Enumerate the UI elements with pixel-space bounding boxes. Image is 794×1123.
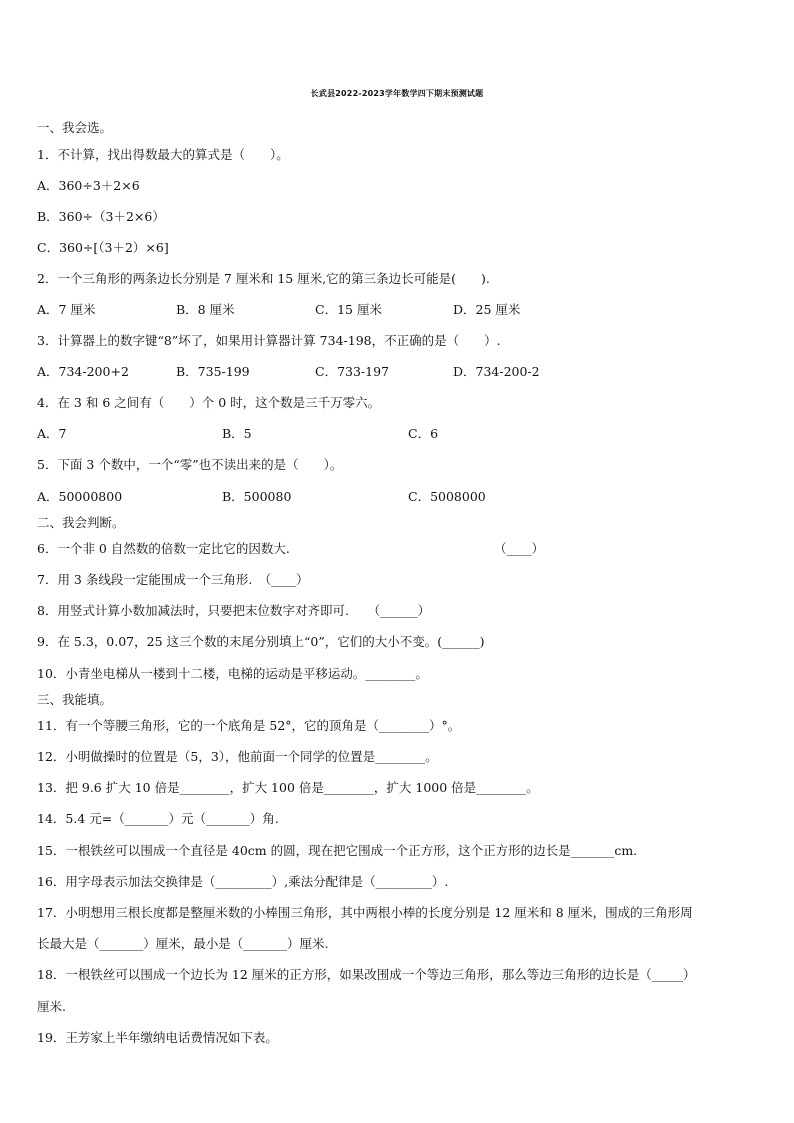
question-12: 12．小明做操时的位置是（5，3），他前面一个同学的位置是________。 — [37, 749, 438, 764]
section-heading-fill: 三、我能填。 — [37, 692, 113, 707]
question-4-option-b: B．5 — [222, 426, 252, 441]
question-3-option-a: A．734-200+2 — [37, 364, 129, 379]
question-4-stem: 4．在 3 和 6 之间有（ ）个 0 时，这个数是三千万零六。 — [37, 395, 381, 410]
question-18-line-2: 厘米. — [37, 999, 66, 1014]
question-4-option-a: A．7 — [37, 426, 67, 441]
question-5-option-b: B．500080 — [222, 489, 292, 504]
question-3-option-d: D．734-200-2 — [453, 364, 540, 379]
section-heading-judge: 二、我会判断。 — [37, 515, 125, 530]
question-7: 7．用 3 条线段一定能围成一个三角形. （____） — [37, 572, 309, 587]
question-19: 19．王芳家上半年缴纳电话费情况如下表。 — [37, 1030, 278, 1045]
question-6-answer-blank: （____） — [494, 541, 545, 556]
question-15: 15．一根铁丝可以围成一个直径是 40cm 的圆，现在把它围成一个正方形，这个正方形的边长是_______cm. — [37, 843, 638, 858]
question-2-option-c: C．15 厘米 — [315, 302, 382, 317]
question-11: 11．有一个等腰三角形，它的一个底角是 52°，它的顶角是（________）°。 — [37, 718, 461, 733]
question-14: 14．5.4 元=（_______）元（_______）角. — [37, 811, 279, 826]
question-17-line-2: 长最大是（_______）厘米，最小是（_______）厘米. — [37, 936, 329, 951]
question-4-option-c: C．6 — [408, 426, 439, 441]
question-5-stem: 5．下面 3 个数中，一个“零”也不读出来的是（ ）。 — [37, 457, 343, 472]
question-10: 10．小青坐电梯从一楼到十二楼，电梯的运动是平移运动。________。 — [37, 666, 428, 681]
question-9: 9．在 5.3，0.07，25 这三个数的末尾分别填上“0”，它们的大小不变。(______) — [37, 634, 485, 649]
question-18-line-1: 18．一根铁丝可以围成一个边长为 12 厘米的正方形，如果改围成一个等边三角形，那么等边三角形的边长是（_____） — [37, 967, 696, 982]
question-1-option-c: C．360÷[（3＋2）×6] — [37, 240, 169, 255]
question-3-stem: 3．计算器上的数字键“8”坏了，如果用计算器计算 734-198，不正确的是（ ）. — [37, 333, 501, 348]
question-13: 13．把 9.6 扩大 10 倍是________，扩大 100 倍是________，扩大 1000 倍是________。 — [37, 780, 539, 795]
question-8: 8．用竖式计算小数加减法时，只要把末位数字对齐即可. （______） — [37, 603, 431, 618]
question-1-stem: 1．不计算，找出得数最大的算式是（ ）。 — [37, 147, 289, 162]
question-1-option-a: A．360÷3＋2×6 — [37, 178, 140, 193]
question-2-option-a: A．7 厘米 — [37, 302, 96, 317]
question-5-option-a: A．50000800 — [37, 489, 123, 504]
question-2-option-b: B．8 厘米 — [176, 302, 235, 317]
question-5-option-c: C．5008000 — [408, 489, 486, 504]
question-6-stem: 6．一个非 0 自然数的倍数一定比它的因数大. — [37, 541, 290, 556]
question-2-stem: 2．一个三角形的两条边长分别是 7 厘米和 15 厘米,它的第三条边长可能是( ). — [37, 271, 490, 286]
question-17-line-1: 17．小明想用三根长度都是整厘米数的小棒围三角形，其中两根小棒的长度分别是 12 厘米和 8 厘米，围成的三角形周 — [37, 905, 693, 920]
page-title: 长武县2022-2023学年数学四下期末预测试题 — [310, 89, 484, 98]
question-1-option-b: B．360÷（3＋2×6） — [37, 209, 165, 224]
question-3-option-c: C．733-197 — [315, 364, 390, 379]
section-heading-choose: 一、我会选。 — [37, 120, 113, 135]
question-16: 16．用字母表示加法交换律是（_________）,乘法分配律是（_________）. — [37, 874, 449, 889]
question-2-option-d: D．25 厘米 — [453, 302, 521, 317]
question-3-option-b: B．735-199 — [176, 364, 250, 379]
